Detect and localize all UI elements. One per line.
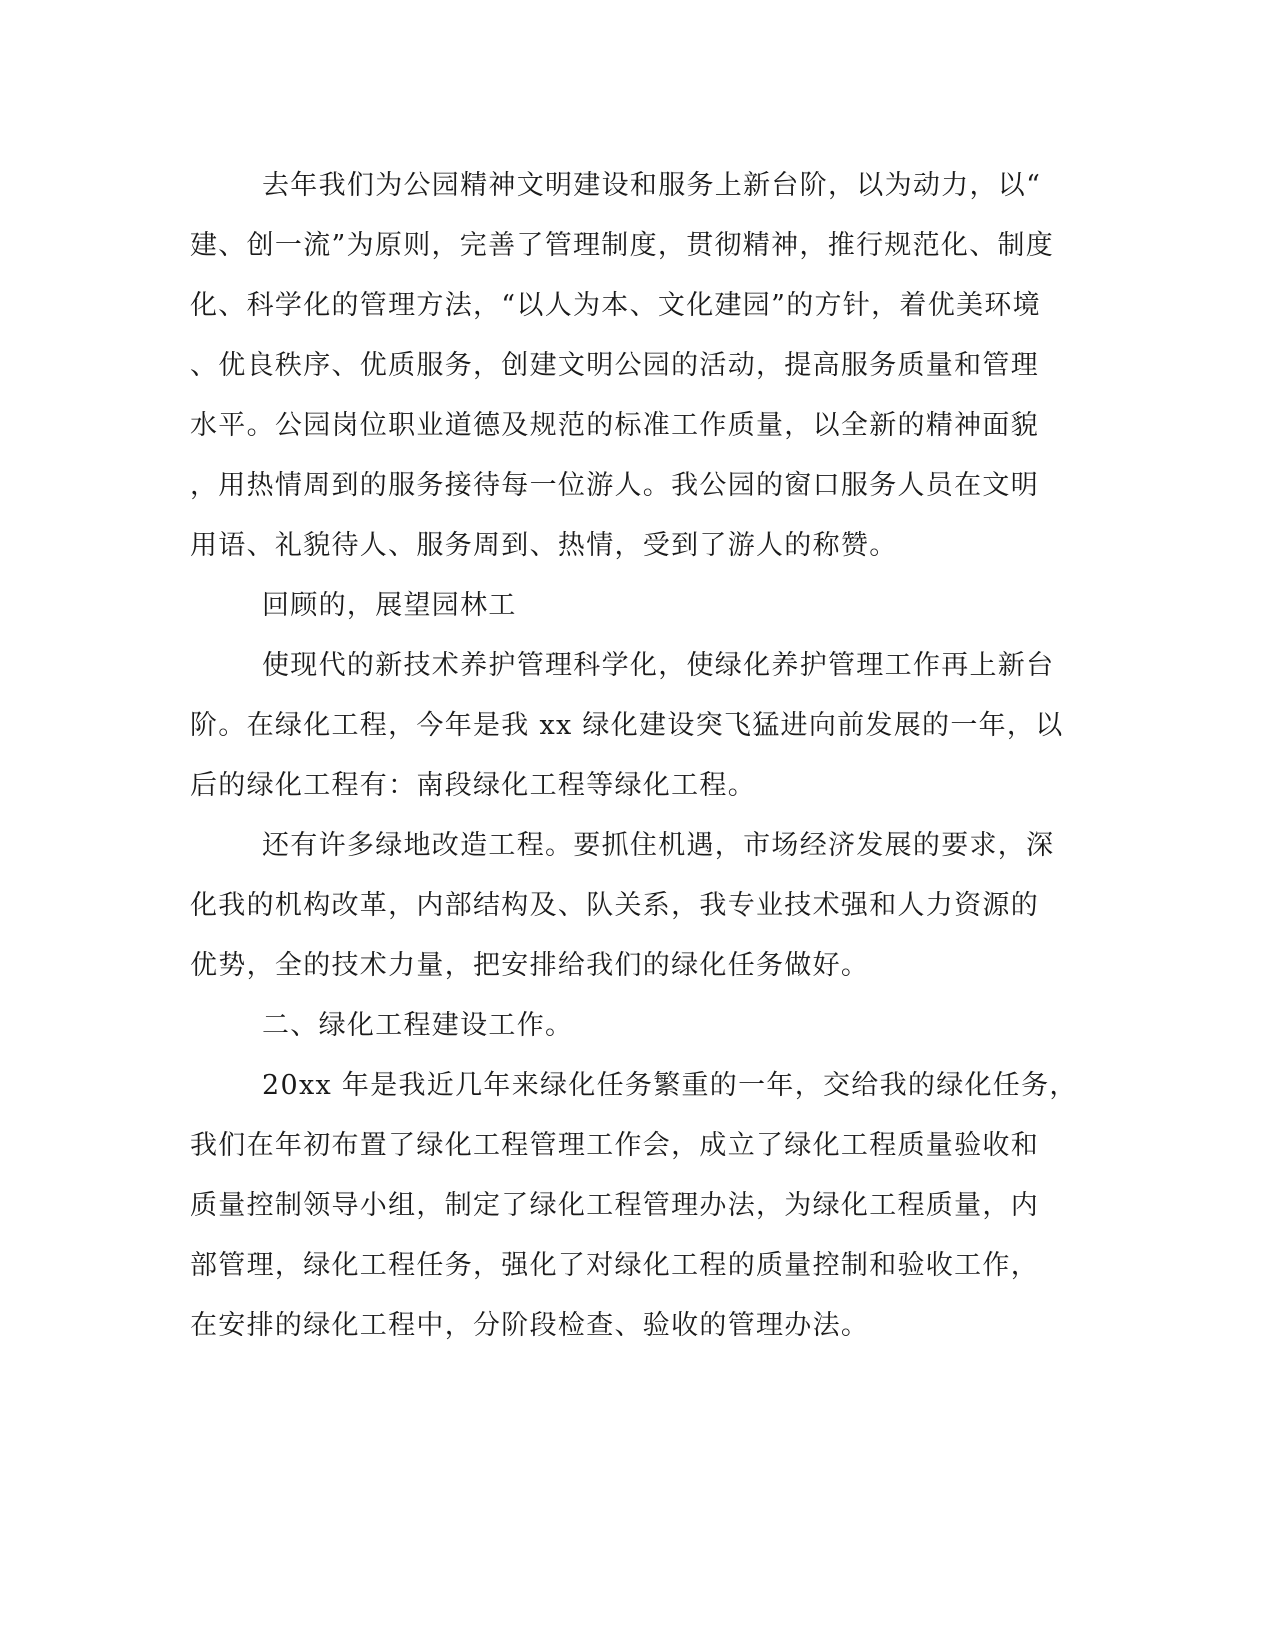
paragraph-5-line-4: 部管理，绿化工程任务，强化了对绿化工程的质量控制和验收工作， bbox=[190, 1250, 1039, 1281]
paragraph-5-line-2: 我们在年初布置了绿化工程管理工作会，成立了绿化工程质量验收和 bbox=[190, 1130, 1039, 1161]
paragraph-3-line-2: 阶。在绿化工程，今年是我 xx 绿化建设突飞猛进向前发展的一年，以 bbox=[190, 710, 1064, 741]
paragraph-1-line-6: ，用热情周到的服务接待每一位游人。我公园的窗口服务人员在文明 bbox=[190, 470, 1039, 501]
paragraph-3-line-1: 使现代的新技术养护管理科学化，使绿化养护管理工作再上新台 bbox=[262, 650, 1055, 681]
paragraph-1-line-3: 化、科学化的管理方法，“以人为本、文化建园”的方针，着优美环境 bbox=[190, 290, 1041, 321]
paragraph-5-line-3: 质量控制领导小组，制定了绿化工程管理办法，为绿化工程质量，内 bbox=[190, 1190, 1039, 1221]
paragraph-5-line-5: 在安排的绿化工程中，分阶段检查、验收的管理办法。 bbox=[190, 1310, 870, 1341]
paragraph-4-line-1: 还有许多绿地改造工程。要抓住机遇，市场经济发展的要求，深 bbox=[262, 830, 1055, 861]
paragraph-4-line-3: 优势，全的技术力量，把安排给我们的绿化任务做好。 bbox=[190, 950, 870, 981]
paragraph-1-line-1: 去年我们为公园精神文明建设和服务上新台阶，以为动力，以“ bbox=[262, 170, 1042, 201]
paragraph-5-line-1: 20xx 年是我近几年来绿化任务繁重的一年，交给我的绿化任务， bbox=[262, 1070, 1078, 1101]
paragraph-2-line-1: 回顾的，展望园林工 bbox=[262, 590, 517, 621]
paragraph-1-line-5: 水平。公园岗位职业道德及规范的标准工作质量，以全新的精神面貌 bbox=[190, 410, 1039, 441]
paragraph-3-line-3: 后的绿化工程有：南段绿化工程等绿化工程。 bbox=[190, 770, 756, 801]
paragraph-4-line-2: 化我的机构改革，内部结构及、队关系，我专业技术强和人力资源的 bbox=[190, 890, 1039, 921]
paragraph-1-line-2: 建、创一流”为原则，完善了管理制度，贯彻精神，推行规范化、制度 bbox=[190, 230, 1055, 261]
paragraph-1-line-7: 用语、礼貌待人、服务周到、热情，受到了游人的称赞。 bbox=[190, 530, 898, 561]
section-heading: 二、绿化工程建设工作。 bbox=[262, 1010, 574, 1041]
paragraph-1-line-4: 、优良秩序、优质服务，创建文明公园的活动，提高服务质量和管理 bbox=[190, 350, 1039, 381]
